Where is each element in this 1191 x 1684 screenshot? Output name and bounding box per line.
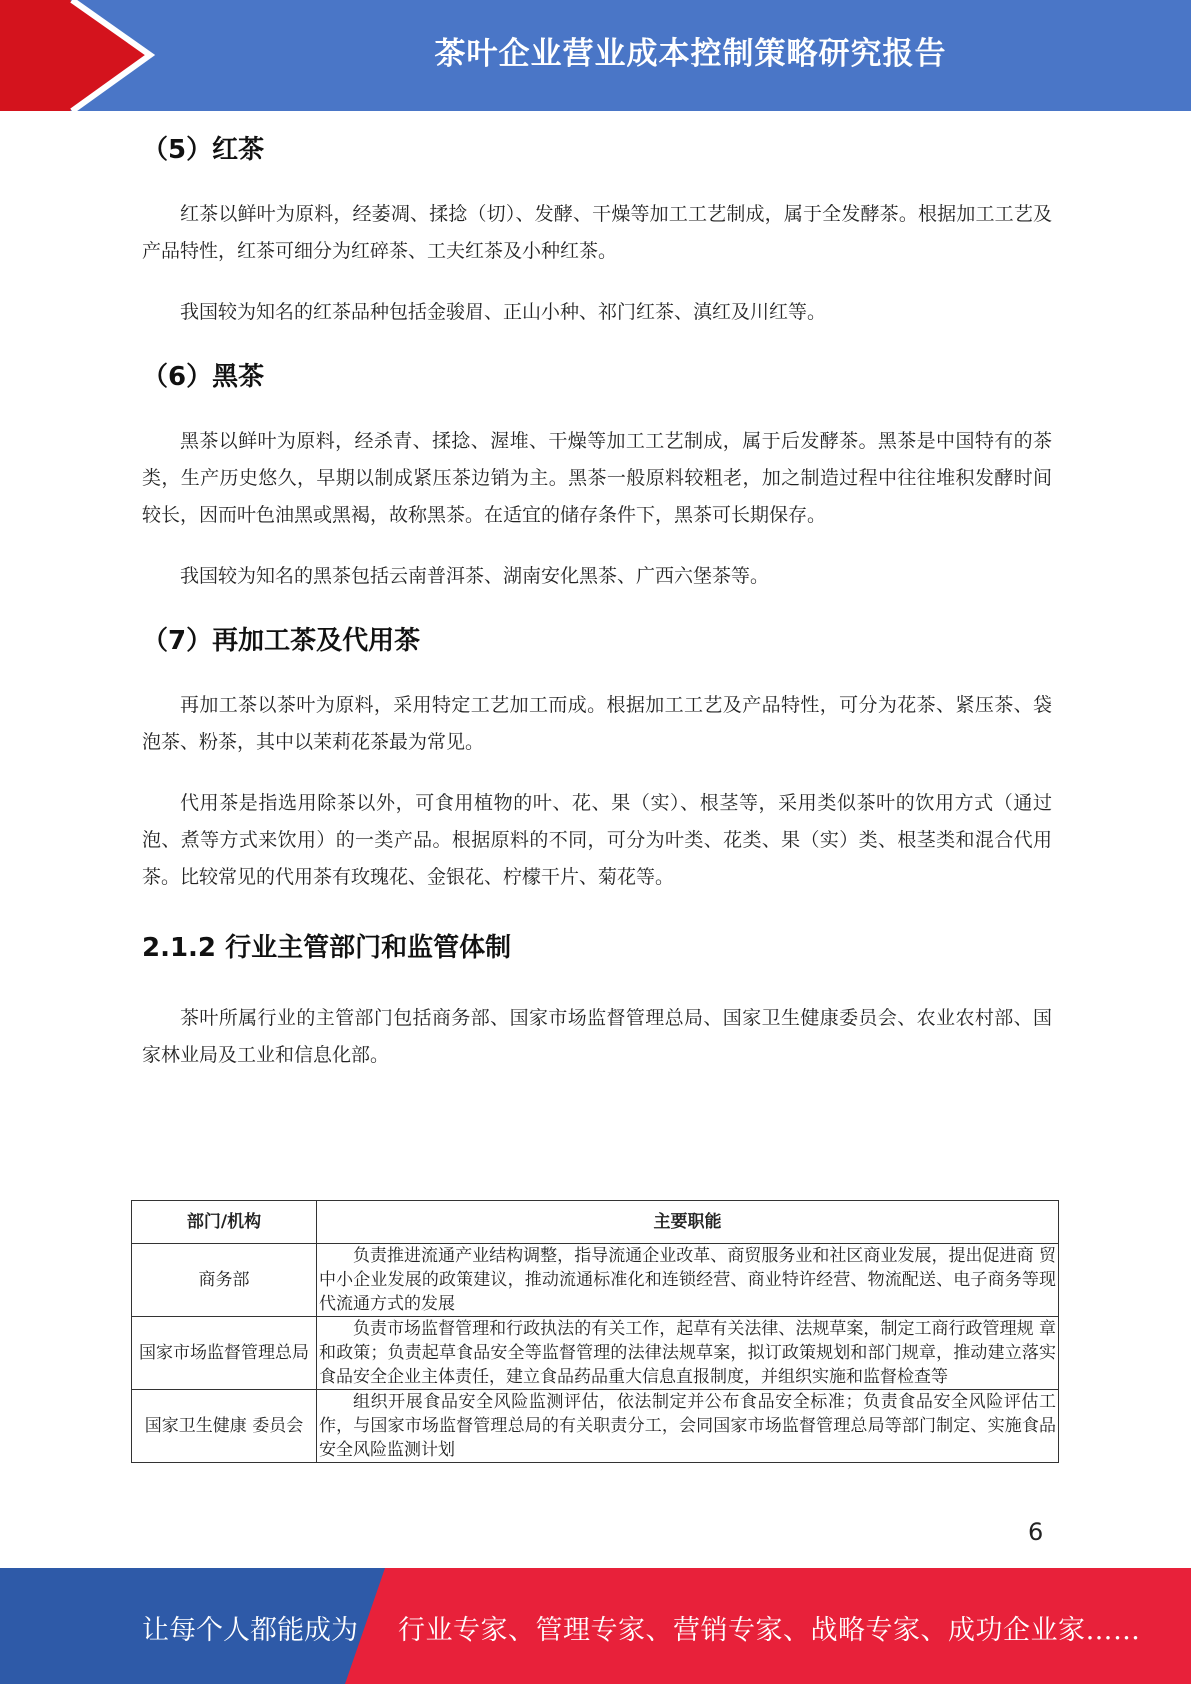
heading-reprocessed-tea: （7）再加工茶及代用茶 xyxy=(142,626,421,656)
table-row xyxy=(132,1390,1059,1463)
black-tea-paragraph-2: 我国较为知名的红茶品种包括金骏眉、正山小种、祁门红茶、滇红及川红等。 xyxy=(180,301,827,323)
table-cell-dept: 国家卫生健康 委员会 xyxy=(132,1390,317,1463)
page-content xyxy=(142,128,1052,1074)
table-row xyxy=(132,1317,1059,1390)
black-tea-paragraph-1: 红茶以鲜叶为原料，经萎凋、揉捻（切）、发酵、干燥等加工工艺制成，属于全发酵茶。根据加工工艺及产品特性，红茶可细分为红碎茶、工夫红茶及小种红茶。 xyxy=(142,203,1052,262)
header-arrow-decoration xyxy=(0,0,160,111)
report-title: 茶叶企业营业成本控制策略研究报告 xyxy=(434,36,947,72)
footer-slogan-left: 让每个人都能成为 xyxy=(142,1615,358,1646)
page-number: 6 xyxy=(1028,1518,1044,1546)
table-row xyxy=(132,1244,1059,1317)
table-cell-dept: 商务部 xyxy=(132,1244,317,1317)
substitute-tea-paragraph: 代用茶是指选用除茶以外，可食用植物的叶、花、果（实）、根茎等，采用类似茶叶的饮用方式（通过泡、煮等方式来饮用）的一类产品。根据原料的不同，可分为叶类、花类、果（实）类、根茎类和混合代用茶。比较常见的代用茶有玫瑰花、金银花、柠檬干片、菊花等。 xyxy=(142,792,1052,888)
dark-tea-paragraph-1: 黑茶以鲜叶为原料，经杀青、揉捻、渥堆、干燥等加工工艺制成，属于后发酵茶。黑茶是中国特有的茶类，生产历史悠久，早期以制成紧压茶边销为主。黑茶一般原料较粗老，加之制造过程中往往堆积发酵时间较长，因而叶色油黑或黑褐，故称黑茶。在适宜的储存条件下，黑茶可长期保存。 xyxy=(142,430,1052,526)
reprocessed-tea-paragraph-1: 再加工茶以茶叶为原料，采用特定工艺加工而成。根据加工工艺及产品特性，可分为花茶、紧压茶、袋泡茶、粉茶，其中以茉莉花茶最为常见。 xyxy=(142,694,1052,753)
footer-slogan-right: 行业专家、管理专家、营销专家、战略专家、成功企业家…… xyxy=(398,1615,1141,1646)
heading-regulatory-authorities: 2.1.2 行业主管部门和监管体制 xyxy=(142,933,512,963)
table-header-dept: 部门/机构 xyxy=(132,1201,317,1244)
table-cell-dept: 国家市场监督管理总局 xyxy=(132,1317,317,1390)
page-footer-band xyxy=(0,1568,1191,1684)
regulators-table-container xyxy=(131,1200,1060,1480)
table-header-duty: 主要职能 xyxy=(317,1201,1059,1244)
table-header-row xyxy=(132,1201,1059,1244)
table-cell-duty: 负责推进流通产业结构调整，指导流通企业改革、商贸服务业和社区商业发展，提出促进商 贸中小企业发展的政策建议，推动流通标准化和连锁经营、商业特许经营、物流配送、电子商务等现代流通方式的发展 xyxy=(317,1244,1059,1317)
page-header-band xyxy=(0,0,1191,111)
regulators-table xyxy=(131,1200,1059,1463)
heading-black-tea: （5）红茶 xyxy=(142,135,265,165)
dark-tea-paragraph-2: 我国较为知名的黑茶包括云南普洱茶、湖南安化黑茶、广西六堡茶等。 xyxy=(180,565,770,587)
heading-dark-tea: （6）黑茶 xyxy=(142,362,265,392)
table-cell-duty: 组织开展食品安全风险监测评估，依法制定并公布食品安全标准；负责食品安全风险评估工 作，与国家市场监督管理总局的有关职责分工，会同国家市场监督管理总局等部门制定、实施食品安全风险监测计划 xyxy=(317,1390,1059,1463)
table-cell-duty: 负责市场监督管理和行政执法的有关工作，起草有关法律、法规草案，制定工商行政管理规 章和政策；负责起草食品安全等监督管理的法律法规草案，拟订政策规划和部门规章，推动建立落实食品安全企业主体责任，建立食品药品重大信息直报制度，并组织实施和监督检查等 xyxy=(317,1317,1059,1390)
regulatory-paragraph: 茶叶所属行业的主管部门包括商务部、国家市场监督管理总局、国家卫生健康委员会、农业农村部、国家林业局及工业和信息化部。 xyxy=(142,1007,1052,1066)
